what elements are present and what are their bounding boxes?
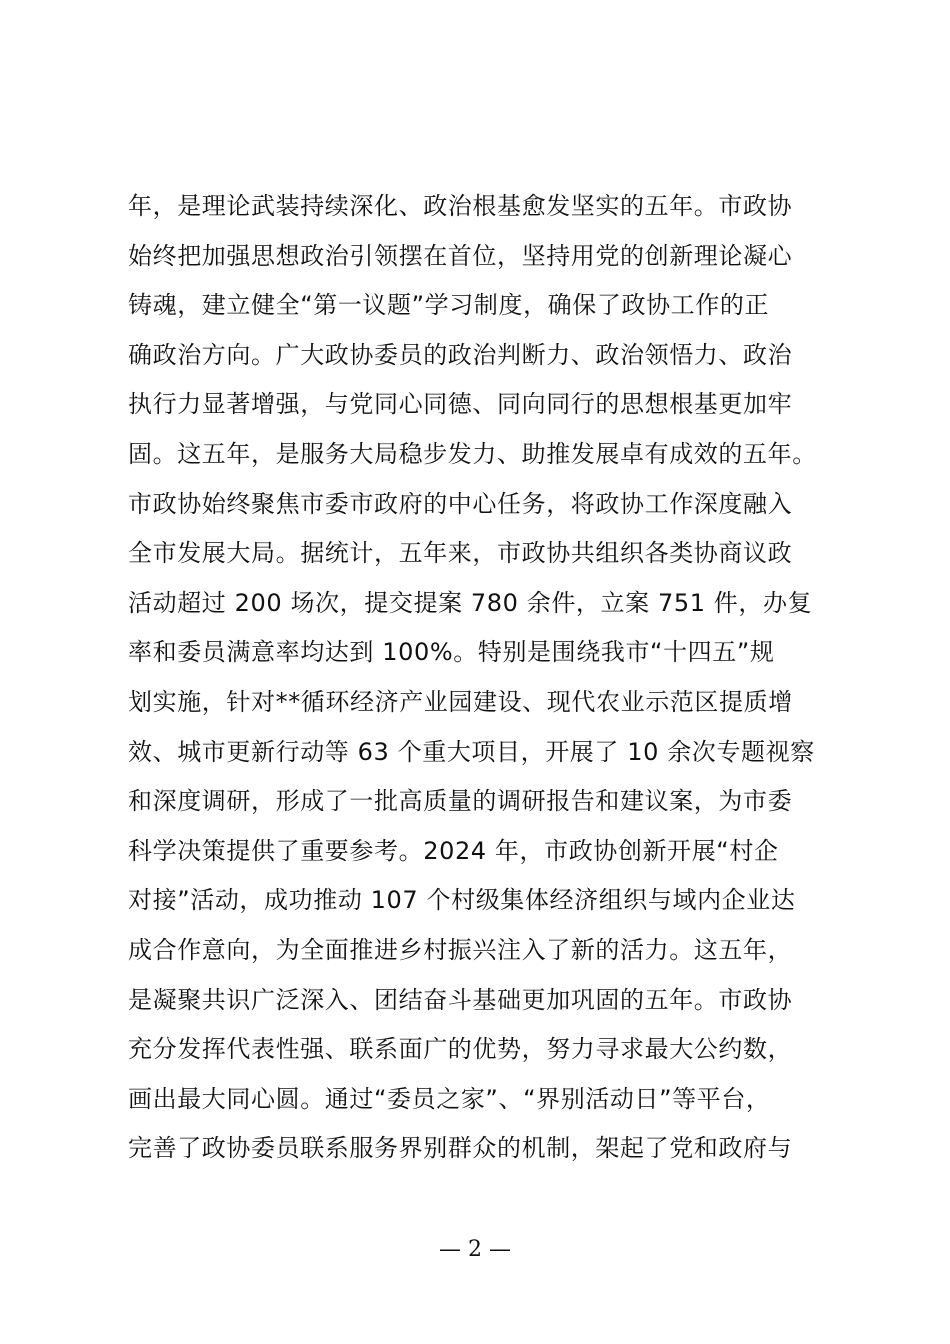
text-line: 市政协始终聚焦市委市政府的中心任务，将政协工作深度融入 [128,489,793,518]
text-line: 完善了政协委员联系服务界别群众的机制，架起了党和政府与 [128,1134,793,1163]
text-line: 成合作意向，为全面推进乡村振兴注入了新的活力。这五年， [128,935,793,964]
text-line: 充分发挥代表性强、联系面广的优势，努力寻求最大公约数， [128,1035,793,1064]
text-line: 年，是理论武装持续深化、政治根基愈发坚实的五年。市政协 [128,192,793,220]
text-line: 全市发展大局。据统计，五年来，市政协共组织各类协商议政 [128,539,793,568]
text-line: 活动超过 200 场次，提交提案 780 余件，立案 751 件，办复 [128,588,813,617]
text-line: 和深度调研，形成了一批高质量的调研报告和建议案，为市委 [128,787,793,816]
page-number: — 2 — [439,1237,511,1262]
text-line: 科学决策提供了重要参考。2024 年，市政协创新开展“村企 [128,836,779,865]
text-line: 确政治方向。广大政协委员的政治判断力、政治领悟力、政治 [128,340,793,369]
text-line: 是凝聚共识广泛深入、团结奋斗基础更加巩固的五年。市政协 [128,985,793,1014]
text-line: 铸魂，建立健全“第一议题”学习制度，确保了政协工作的正 [128,291,770,320]
text-line: 率和委员满意率均达到 100%。特别是围绕我市“十四五”规 [128,638,775,667]
text-line: 始终把加强思想政治引领摆在首位，坚持用党的创新理论凝心 [128,241,793,270]
text-line: 对接”活动，成功推动 107 个村级集体经济组织与域内企业达 [128,886,796,915]
text-line: 划实施，针对**循环经济产业园建设、现代农业示范区提质增 [128,687,793,716]
text-line: 执行力显著增强，与党同心同德、同向同行的思想根基更加牢 [128,390,793,419]
text-line: 固。这五年，是服务大局稳步发力、助推发展卓有成效的五年。 [128,439,817,468]
text-line: 画出最大同心圆。通过“委员之家”、“界别活动日”等平台， [128,1084,771,1113]
body-text [128,182,868,1174]
text-line: 效、城市更新行动等 63 个重大项目，开展了 10 余次专题视察 [128,737,815,766]
